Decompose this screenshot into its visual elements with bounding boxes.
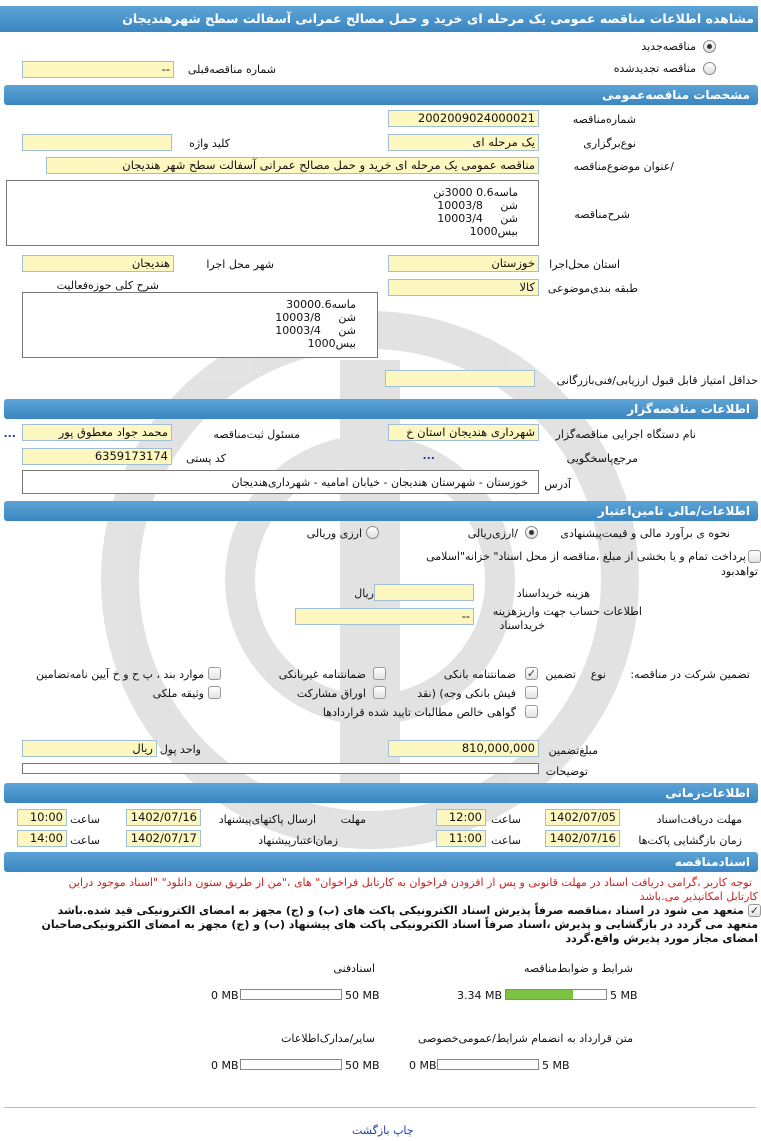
items-label: موارد بند ، پ ح و خ آیین نامه‌تضامین <box>36 668 204 681</box>
notes-field <box>22 763 539 774</box>
rial-radio[interactable] <box>525 526 538 539</box>
treasury-checkbox[interactable] <box>748 550 761 563</box>
bank-guarantee-checkbox[interactable]: ✓ <box>526 667 537 680</box>
file-conditions-progress <box>505 989 607 1000</box>
commit-text-3: امضای مجاز مورد پذیرش واقع.گردد <box>565 932 758 945</box>
subject-label: /عنوان موضوع‌مناقصه <box>573 160 674 173</box>
file-contract-progress <box>437 1059 539 1070</box>
new-tender-label: مناقصه‌جدید <box>641 40 696 53</box>
currency-label: واحد پول <box>159 743 201 756</box>
download-warning-1: توجه کاربر ،گرامی دریافت اسناد در مهلت قانونی و پس از افزودن فراخوان به کارتابل فراخوان" های ،"من از طریق ستون دانلود" "اسناد موجود دراین <box>68 876 752 889</box>
print-back-link[interactable]: چاپ بازگشت <box>352 1124 414 1137</box>
min-score-label: حداقل امتیاز قابل قبول ارزیابی/فنی‌بازرگانی <box>556 374 758 387</box>
section-general: مشخصات مناقصه‌عمومی <box>4 85 758 105</box>
guarantee-word: تضمین <box>545 668 576 681</box>
certificate-checkbox[interactable] <box>525 705 538 718</box>
method-label: نوع‌برگزاری <box>583 137 636 150</box>
bank-check-checkbox[interactable] <box>525 686 538 699</box>
foreign-radio[interactable] <box>366 526 379 539</box>
postal-field: 6359173174 <box>22 448 172 465</box>
registrar-label: مسئول ثبت‌مناقصه <box>213 428 300 441</box>
file-other-used: 0 MB <box>211 1059 239 1072</box>
receive-date-field: 1402/07/05 <box>545 809 620 826</box>
account-field: -- <box>295 608 474 625</box>
section-timing: اطلاعات‌زمانی <box>4 783 758 803</box>
city-label: شهر محل اجرا <box>206 258 274 271</box>
section-organizer: اطلاعات مناقصه‌گزار <box>4 399 758 419</box>
description-text: ماسه0.6 3000تن شن 10003/8 شن 10003/4 بیس1000 <box>433 186 518 238</box>
authority-label: مرجع‌پاسخگویی <box>566 452 638 465</box>
doc-cost-label: هزینه خریداسناد <box>516 587 590 600</box>
property-checkbox[interactable] <box>208 686 221 699</box>
doc-cost-field <box>374 584 474 601</box>
org-field: شهرداری هندیجان استان خ <box>388 424 539 441</box>
account-label-2: خریداسناد <box>499 619 545 632</box>
file-conditions-fill <box>506 990 573 999</box>
new-tender-radio[interactable] <box>703 40 716 53</box>
method-field: یک مرحله ای <box>388 134 539 151</box>
amount-label: مبلغ‌تضمین <box>548 744 598 757</box>
estimate-label: نحوه ی برآورد مالی و قیمت‌پیشنهادی <box>560 527 730 540</box>
address-text: خوزستان - شهرستان هندیجان - خیابان امامیه - شهرداری‌هندیجان <box>231 476 528 489</box>
section-documents: اسنادمناقصه <box>4 852 758 872</box>
bank-guarantee-label: ضمانتنامه بانکی <box>443 668 516 681</box>
scope-label: شرح کلی حوزه‌فعالیت <box>56 279 159 292</box>
send-deadline-word: مهلت <box>340 813 366 826</box>
property-label: وثیقه ملکی <box>152 687 204 700</box>
file-other-progress <box>240 1059 342 1070</box>
foreign-label: ارزی وریالی <box>306 527 362 540</box>
download-warning-2: کارتابل امکانپذیر می.باشد <box>639 890 758 903</box>
shares-label: اوراق مشارکت <box>296 687 366 700</box>
doc-cost-unit: ریال <box>354 587 374 600</box>
treasury-note-2: تواهدبود <box>720 565 758 578</box>
send-time-field: 10:00 <box>17 809 67 826</box>
scope-text: ماسه30000.6 شن 10003/8 شن 10003/4 بیس1000 <box>275 298 356 350</box>
certificate-label: گواهی خالص مطالبات تایید شده قراردادها <box>322 706 516 719</box>
amount-field: 810,000,000 <box>388 740 539 757</box>
registrar-more-link[interactable]: ... <box>3 427 16 440</box>
commit-text-2: متعهد می گردد در بازگشایی و پذیرش ،اسناد صرفاً اسناد الکترونیکی پاکت های پیشنهاد (ب) و (ج) مجهز به امضای الکترونیکی‌صاحبان <box>41 918 758 931</box>
province-field: خوزستان <box>388 255 539 272</box>
subject-field: مناقصه عمومی یک مرحله ای خرید و حمل مصالح عمرانی آسفالت سطح شهر هندیجان <box>46 157 539 174</box>
page-title: مشاهده اطلاعات مناقصه عمومی یک مرحله ای خرید و حمل مصالح عمرانی آسفالت سطح شهرهندیجان <box>0 6 758 32</box>
section-financial: اطلاعات/مالی تامین‌اعتبار <box>4 501 758 521</box>
currency-field: ریال <box>22 740 157 757</box>
file-other-label: سایر/مدارک‌اطلاعات <box>281 1032 375 1045</box>
receive-time-label: ساعت <box>491 813 521 826</box>
bank-check-label: فیش بانکی وجه) (نقد <box>417 687 516 700</box>
keyword-field[interactable] <box>22 134 172 151</box>
file-conditions-max: 5 MB <box>610 989 638 1002</box>
validity-time-label: ساعت <box>70 834 100 847</box>
shares-checkbox[interactable] <box>373 686 386 699</box>
min-score-field <box>385 370 535 387</box>
file-contract-label: متن قرارداد به انضمام شرایط/عمومی‌خصوصی <box>417 1032 633 1045</box>
receive-time-field: 12:00 <box>436 809 486 826</box>
address-label: آدرس <box>544 478 571 491</box>
validity-time-word: زمان <box>315 834 338 847</box>
validity-date-field: 1402/07/17 <box>126 830 201 847</box>
treasury-note-1: پرداخت تمام و یا بخشی از مبلغ ،مناقصه از محل اسناد" خزانه"اسلامی <box>426 550 746 563</box>
opening-time-field: 11:00 <box>436 830 486 847</box>
non-bank-label: ضمانتنامه غیربانکی <box>278 668 366 681</box>
tender-number-label: شماره‌مناقصه <box>572 113 636 126</box>
file-technical-used: 0 MB <box>211 989 239 1002</box>
validity-label: اعتبارپیشنهاد <box>258 834 316 847</box>
opening-date-field: 1402/07/16 <box>545 830 620 847</box>
notes-label: توضیحات <box>545 765 588 778</box>
renewed-tender-label: مناقصه تجدیدشده <box>613 62 696 75</box>
city-field: هندیجان <box>22 255 174 272</box>
guarantee-label: تضمین شرکت در مناقصه: <box>630 668 750 681</box>
file-conditions-used: 3.34 MB <box>457 989 503 1002</box>
tender-number-field: 2002009024000021 <box>388 110 539 127</box>
rial-label: /ارزی‌ریالی <box>467 527 518 540</box>
prev-number-label: شماره مناقصه‌قبلی <box>187 63 276 76</box>
send-time-label: ساعت <box>70 813 100 826</box>
keyword-label: کلید واژه <box>189 137 230 150</box>
renewed-tender-radio[interactable] <box>703 62 716 75</box>
file-conditions-label: شرایط و ضوابط‌مناقصه <box>524 962 633 975</box>
registrar-field: محمد جواد معطوق پور <box>22 424 172 441</box>
non-bank-checkbox[interactable] <box>373 667 386 680</box>
description-label: شرح‌مناقصه <box>574 208 630 221</box>
category-label: طبقه بندی‌موضوعی <box>547 282 638 295</box>
file-technical-label: اسنادفنی <box>333 962 375 975</box>
opening-time-label: ساعت <box>491 834 521 847</box>
file-other-max: 50 MB <box>345 1059 380 1072</box>
postal-label: کد پستی <box>186 452 226 465</box>
commit-checkbox[interactable]: ✓ <box>749 904 760 917</box>
file-contract-used: 0 MB <box>409 1059 437 1072</box>
category-field: کالا <box>388 279 539 296</box>
send-date-field: 1402/07/16 <box>126 809 201 826</box>
opening-label: زمان بازگشایی پاکت‌ها <box>638 834 742 847</box>
authority-link[interactable]: ... <box>422 449 435 462</box>
commit-text-1: متعهد می شود در اسناد ،مناقصه صرفاً پذیرش اسناد الکترونیکی پاکت های (ب) و (ج) مجهز به امضای الکترونیکی قید شده.باشد <box>57 904 744 917</box>
guarantee-type-label: نوع <box>590 668 606 681</box>
file-technical-progress <box>240 989 342 1000</box>
bottom-divider <box>4 1107 756 1108</box>
file-technical-max: 50 MB <box>345 989 380 1002</box>
account-label-1: اطلاعات حساب جهت واریزهزینه <box>492 605 642 618</box>
file-contract-max: 5 MB <box>542 1059 570 1072</box>
send-label: ارسال پاکتهای‌پیشنهاد <box>218 813 316 826</box>
prev-number-field[interactable]: -- <box>22 61 174 78</box>
org-label: نام دستگاه اجرایی مناقصه‌گزار <box>555 428 696 441</box>
receive-deadline-label: مهلت دریافت‌اسناد <box>656 813 742 826</box>
validity-time-field: 14:00 <box>17 830 67 847</box>
items-checkbox[interactable] <box>208 667 221 680</box>
province-label: استان محل‌اجرا <box>549 258 620 271</box>
